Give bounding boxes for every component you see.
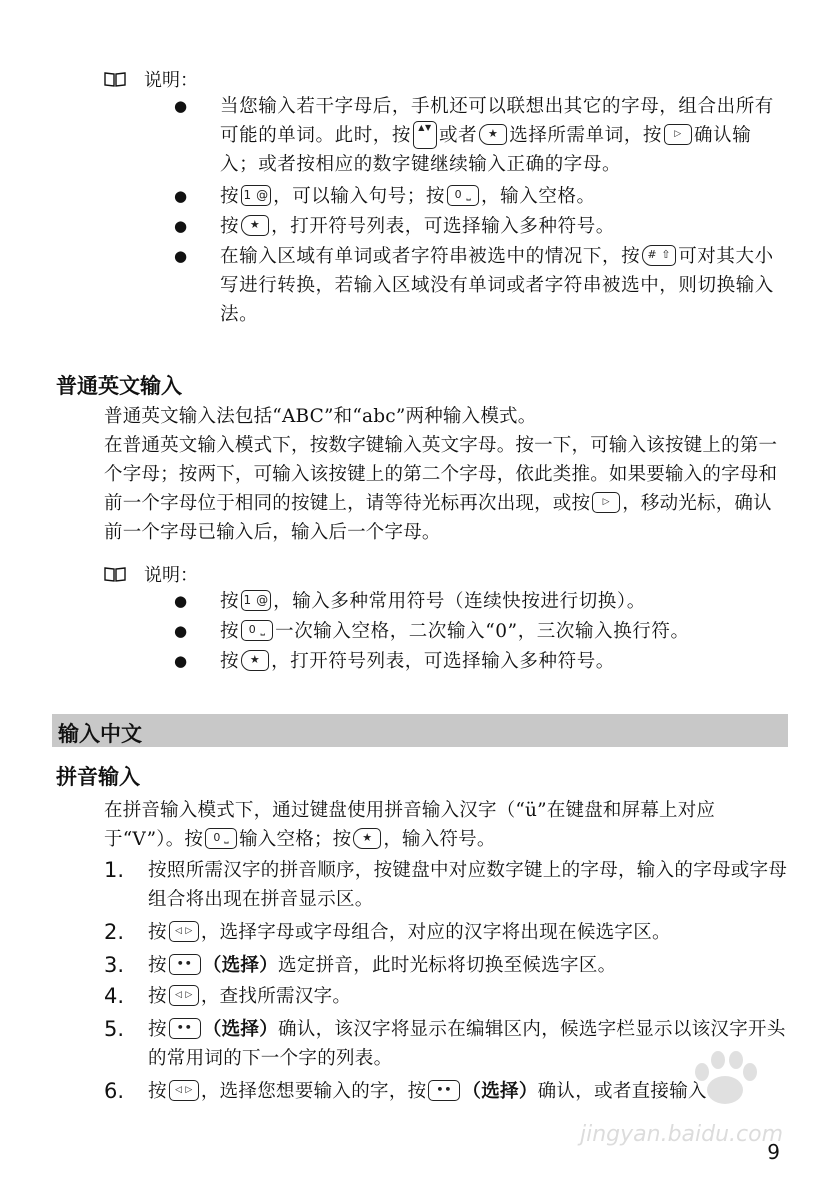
page-number: 9 (767, 1140, 780, 1164)
bullet-icon: ● (174, 622, 188, 640)
list-item: 1. 按照所需汉字的拼音顺序，按键盘中对应数字键上的字母，输入的字母或字母组合将出现在拼音显示区。 (104, 858, 788, 910)
book-icon (104, 71, 126, 87)
book-icon (104, 566, 126, 582)
bullet-icon: ● (174, 652, 188, 670)
chapter-title: 输入中文 (58, 722, 142, 746)
bullet-icon: ● (174, 247, 188, 265)
bullet-icon: ● (174, 217, 188, 235)
paragraph: 在普通英文输入模式下，按数字键输入英文字母。按一下，可输入该按键上的第一个字母；按两下，可输入该按键上的第二个字母，依此类推。如果要输入的字母和前一个字母位于相同的按键上，请等待光标再次出现，或按 ▷ ，移动光标，确认前一个字母已输入后，输入后一个字母。 (104, 435, 778, 543)
bullet-icon: ● (174, 97, 188, 115)
up-down-key-icon: ▲▼ (413, 121, 437, 149)
star-key-icon: ★ (479, 124, 507, 145)
select-key-icon: •• (169, 954, 201, 975)
list-item: ● 在输入区域有单词或者字符串被选中的情况下，按 # ⇧ 可对其大小写进行转换，若输入区域没有单词或者字符串被选中，则切换输入法。 (174, 242, 786, 329)
note-label: 说明： (144, 70, 198, 91)
one-key-icon: 1 @ (241, 185, 271, 206)
note-header-1 (104, 66, 198, 92)
select-key-icon: •• (428, 1080, 460, 1101)
list-item: ● 按 0 ⎵ 一次输入空格，二次输入“0”，三次输入换行符。 (174, 617, 786, 646)
chapter-band (52, 714, 788, 747)
paragraph: 普通英文输入法包括“ABC”和“abc”两种输入模式。 (104, 406, 537, 427)
hash-key-icon: # ⇧ (642, 245, 676, 266)
list-item: 2. 按 ◁ ▷ ，选择字母或字母组合，对应的汉字将出现在候选字区。 (104, 920, 671, 944)
one-key-icon: 1 @ (241, 590, 271, 611)
list-item: 3. 按 •• （选择）选定拼音，此时光标将切换至候选字区。 (104, 953, 617, 977)
zero-key-icon: 0 ⎵ (241, 620, 273, 641)
list-item: ● 按 1 @ ，输入多种常用符号（连续快按进行切换）。 (174, 587, 786, 616)
list-item: ● 按 ★ ，打开符号列表，可选择输入多种符号。 (174, 212, 786, 241)
section-title: 拼音输入 (56, 765, 140, 789)
paragraph: 在拼音输入模式下，通过键盘使用拼音输入汉字（“ü”在键盘和屏幕上对应于“V”）。按 0 ⎵ 输入空格；按 ★ ，输入符号。 (104, 800, 716, 850)
section-body (104, 796, 788, 854)
star-key-icon: ★ (353, 828, 381, 849)
left-right-key-icon: ◁ ▷ (169, 985, 199, 1006)
star-key-icon: ★ (241, 650, 269, 671)
list-item: 5. 按 •• （选择）确认，该汉字将显示在编辑区内，候选字栏显示以该汉字开头的常用词的下一个字的列表。 (104, 1017, 786, 1069)
right-key-icon: ▷ (592, 492, 620, 513)
star-key-icon: ★ (241, 215, 269, 236)
bullet-icon: ● (174, 187, 188, 205)
note-label: 说明： (144, 565, 198, 586)
list-item: ● 按 ★ ，打开符号列表，可选择输入多种符号。 (174, 647, 786, 676)
right-key-icon: ▷ (664, 124, 692, 145)
paw-icon (680, 1050, 770, 1110)
select-key-icon: •• (169, 1018, 201, 1039)
zero-key-icon: 0 ⎵ (205, 828, 237, 849)
list-item: 6. 按 ◁ ▷ ，选择您想要输入的字，按 •• （选择）确认，或者直接输入 (104, 1079, 707, 1103)
list-item: ● 当您输入若干字母后，手机还可以联想出其它的字母，组合出所有可能的单词。此时，按 ▲▼ 或者 ★ 选择所需单词，按 ▷ 确认输入；或者按相应的数字键继续输入正确的字母。 (174, 92, 786, 179)
list-item: 4. 按 ◁ ▷ ，查找所需汉字。 (104, 984, 352, 1008)
section-title: 普通英文输入 (56, 374, 182, 398)
section-body (104, 402, 788, 547)
note-header-2 (104, 561, 198, 587)
list-item: ● 按 1 @ ，可以输入句号；按 0 ⎵ ，输入空格。 (174, 182, 786, 211)
bullet-icon: ● (174, 592, 188, 610)
left-right-key-icon: ◁ ▷ (169, 1080, 199, 1101)
watermark (560, 1050, 790, 1160)
left-right-key-icon: ◁ ▷ (169, 921, 199, 942)
zero-key-icon: 0 ⎵ (447, 185, 479, 206)
watermark-text: jingyan.baidu.com (580, 1122, 784, 1147)
